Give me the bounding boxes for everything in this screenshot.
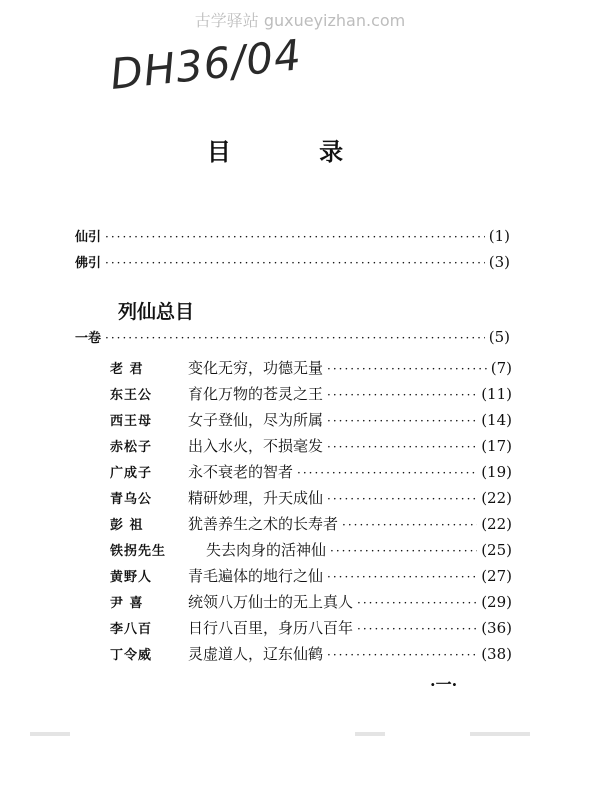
leader-dots (327, 643, 477, 667)
scan-smudge (470, 732, 530, 736)
entry-title: 青毛遍体的地行之仙 (188, 567, 324, 585)
leader-dots (357, 617, 477, 641)
handwritten-catalog-number: DH36/04 (107, 30, 305, 99)
toc-entry[interactable] (110, 642, 512, 666)
entry-title: 统领八万仙士的无上真人 (188, 593, 354, 611)
entry-name: 广成子 (110, 466, 153, 481)
toc-entry[interactable] (110, 486, 512, 510)
leader-dots (327, 357, 487, 381)
toc-intro-xian[interactable] (75, 225, 510, 247)
entry-name: 黄野人 (110, 570, 153, 585)
section-heading: 列仙总目 (118, 301, 195, 323)
toc-entry[interactable] (110, 590, 512, 614)
entry-page: (7) (490, 359, 512, 377)
page-title: 目 录 (206, 138, 384, 166)
leader-dots (327, 565, 477, 589)
entry-name: 东王公 (110, 388, 153, 403)
entry-page: (19) (481, 463, 512, 481)
entry-name: 赤松子 (110, 440, 153, 455)
toc-entry[interactable] (110, 408, 512, 432)
scan-smudge (355, 732, 385, 736)
leader-dots (297, 461, 477, 485)
entry-title: 精研妙理，升天成仙 (188, 489, 324, 507)
entry-name: 丁令威 (110, 648, 153, 663)
toc-volume-one[interactable] (75, 326, 510, 348)
entry-page: (29) (481, 593, 512, 611)
toc-label: 佛引 (75, 256, 102, 271)
entry-page: (22) (481, 515, 512, 533)
toc-entry[interactable] (110, 356, 512, 380)
toc-label: 一卷 (75, 331, 102, 346)
toc-page: (5) (488, 328, 510, 346)
entry-page: (38) (481, 645, 512, 663)
toc-page: (1) (488, 227, 510, 245)
entry-title: 失去肉身的活神仙 (206, 541, 327, 559)
entry-title: 出入水火，不损毫发 (188, 437, 324, 455)
toc-page: (3) (488, 253, 510, 271)
entry-name: 尹 喜 (110, 596, 144, 611)
toc-label: 仙引 (75, 230, 102, 245)
entry-page: (22) (481, 489, 512, 507)
entry-page: (11) (481, 385, 512, 403)
entry-name: 西王母 (110, 414, 153, 429)
entry-title: 灵虚道人，辽东仙鹤 (188, 645, 324, 663)
entry-name: 铁拐先生 (110, 544, 167, 559)
toc-entry[interactable] (110, 616, 512, 640)
leader-dots (342, 513, 477, 537)
entry-name: 李八百 (110, 622, 153, 637)
watermark-text: 古学驿站 guxueyizhan.com (194, 11, 406, 30)
entry-name: 彭 祖 (110, 518, 144, 533)
leader-dots (105, 226, 485, 248)
leader-dots (105, 252, 485, 274)
entry-page: (25) (481, 541, 512, 559)
leader-dots (327, 383, 477, 407)
entry-title: 永不衰老的智者 (188, 463, 294, 481)
leader-dots (327, 435, 477, 459)
entry-name: 老 君 (110, 362, 144, 377)
entry-page: (27) (481, 567, 512, 585)
leader-dots (327, 487, 477, 511)
entry-title: 变化无穷，功德无量 (188, 359, 324, 377)
entry-page: (17) (481, 437, 512, 455)
toc-entry[interactable] (110, 460, 512, 484)
leader-dots (330, 539, 477, 563)
entry-page: (14) (481, 411, 512, 429)
toc-entry[interactable] (110, 564, 512, 588)
entry-title: 女子登仙，尽为所属 (188, 411, 324, 429)
toc-entry[interactable] (110, 538, 512, 562)
scan-smudge (30, 732, 70, 736)
leader-dots (105, 327, 485, 349)
entry-title: 育化万物的苍灵之王 (188, 385, 324, 403)
toc-entry[interactable] (110, 434, 512, 458)
toc-entry[interactable] (110, 382, 512, 406)
toc-intro-fo[interactable] (75, 251, 510, 273)
leader-dots (327, 409, 477, 433)
entry-title: 日行八百里，身历八百年 (188, 619, 354, 637)
page-number: ·一· (430, 675, 458, 694)
entry-page: (36) (481, 619, 512, 637)
toc-entry[interactable] (110, 512, 512, 536)
leader-dots (357, 591, 477, 615)
entry-title: 犹善养生之术的长寿者 (188, 515, 339, 533)
entry-name: 青乌公 (110, 492, 153, 507)
